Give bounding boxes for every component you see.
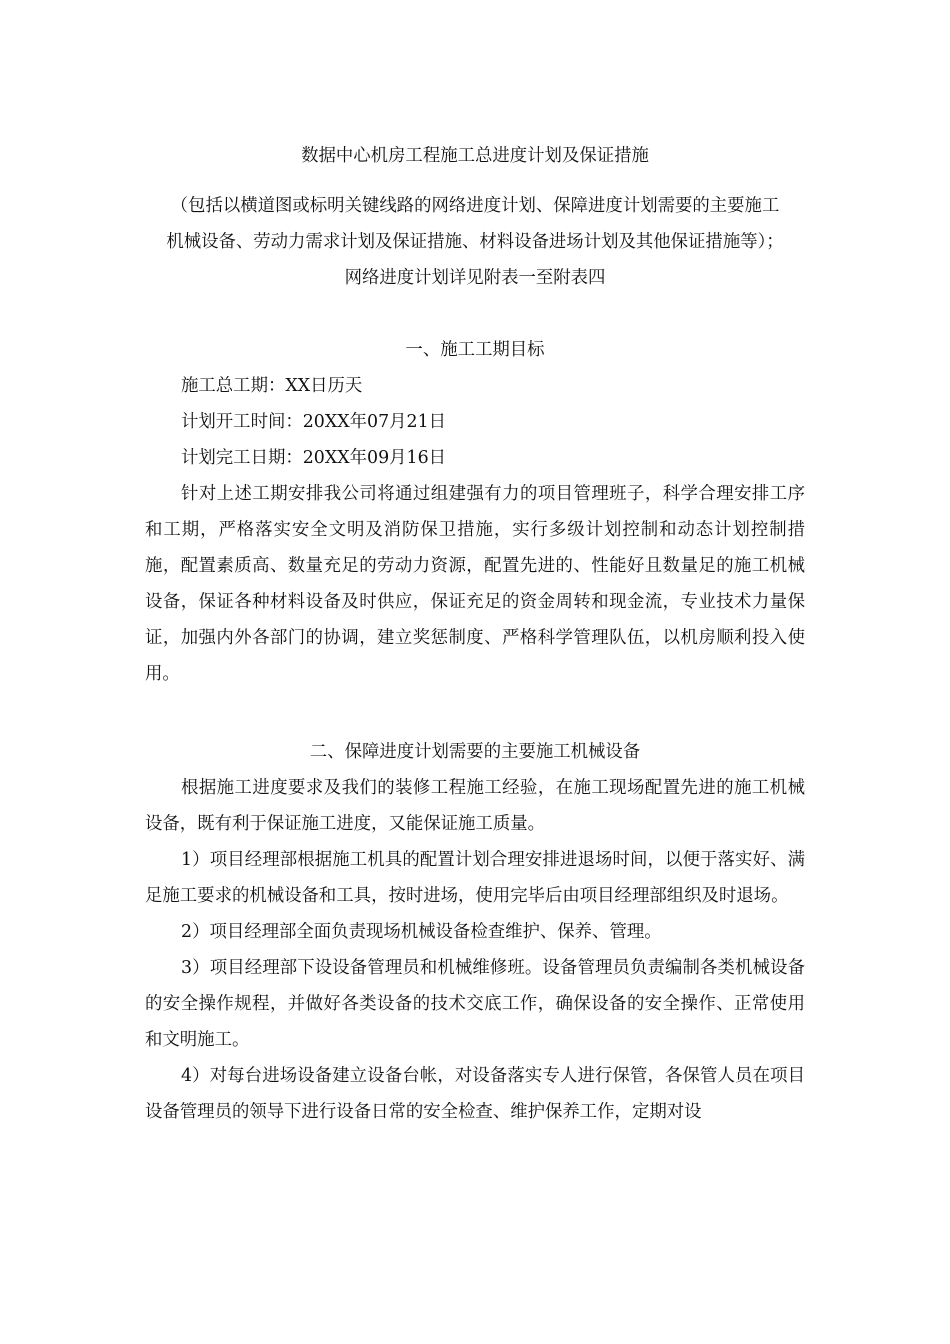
planned-end-date: 计划完工日期：20XX年09月16日 [181, 448, 447, 468]
scope-note-line-1: （包括以横道图或标明关键线路的网络进度计划、保障进度计划需要的主要施工 [170, 196, 780, 216]
scope-note-line-2: 机械设备、劳动力需求计划及保证措施、材料设备进场计划及其他保证措施等）； [166, 232, 784, 252]
section-2-item-1: 1）项目经理部根据施工机具的配置计划合理安排进退场时间，以便于落实好、满足施工要求的机械设备和工具，按时进场，使用完毕后由项目经理部组织及时退场。 [145, 850, 805, 906]
document-body [145, 138, 805, 1130]
section-1-paragraph: 针对上述工期安排我公司将通过组建强有力的项目管理班子，科学合理安排工序和工期，严格落实安全文明及消防保卫措施，实行多级计划控制和动态计划控制措施，配置素质高、数量充足的劳动力资源，配置先进的、性能好且数量足的施工机械设备，保证各种材料设备及时供应，保证充足的资金周转和现金流，专业技术力量保证，加强内外各部门的协调，建立奖惩制度、严格科学管理队伍，以机房顺利投入使用。 [145, 484, 805, 684]
section-2-item-2: 2）项目经理部全面负责现场机械设备检查维护、保养、管理。 [181, 922, 662, 942]
planned-start-date: 计划开工时间：20XX年07月21日 [181, 412, 447, 432]
document-title: 数据中心机房工程施工总进度计划及保证措施 [301, 146, 649, 166]
section-2-heading: 二、保障进度计划需要的主要施工机械设备 [309, 742, 641, 762]
scope-note-line-3: 网络进度计划详见附表一至附表四 [344, 268, 606, 288]
total-duration: 施工总工期：XX日历天 [181, 376, 363, 396]
section-2-item-3: 3）项目经理部下设设备管理员和机械维修班。设备管理员负责编制各类机械设备的安全操作规程，并做好各类设备的技术交底工作，确保设备的安全操作、正常使用和文明施工。 [145, 958, 805, 1050]
section-2-intro: 根据施工进度要求及我们的装修工程施工经验，在施工现场配置先进的施工机械设备，既有利于保证施工进度，又能保证施工质量。 [145, 778, 805, 834]
section-2-item-4: 4）对每台进场设备建立设备台帐，对设备落实专人进行保管，各保管人员在项目设备管理员的领导下进行设备日常的安全检查、维护保养工作，定期对设 [145, 1066, 805, 1122]
section-1-heading: 一、施工工期目标 [405, 340, 545, 360]
